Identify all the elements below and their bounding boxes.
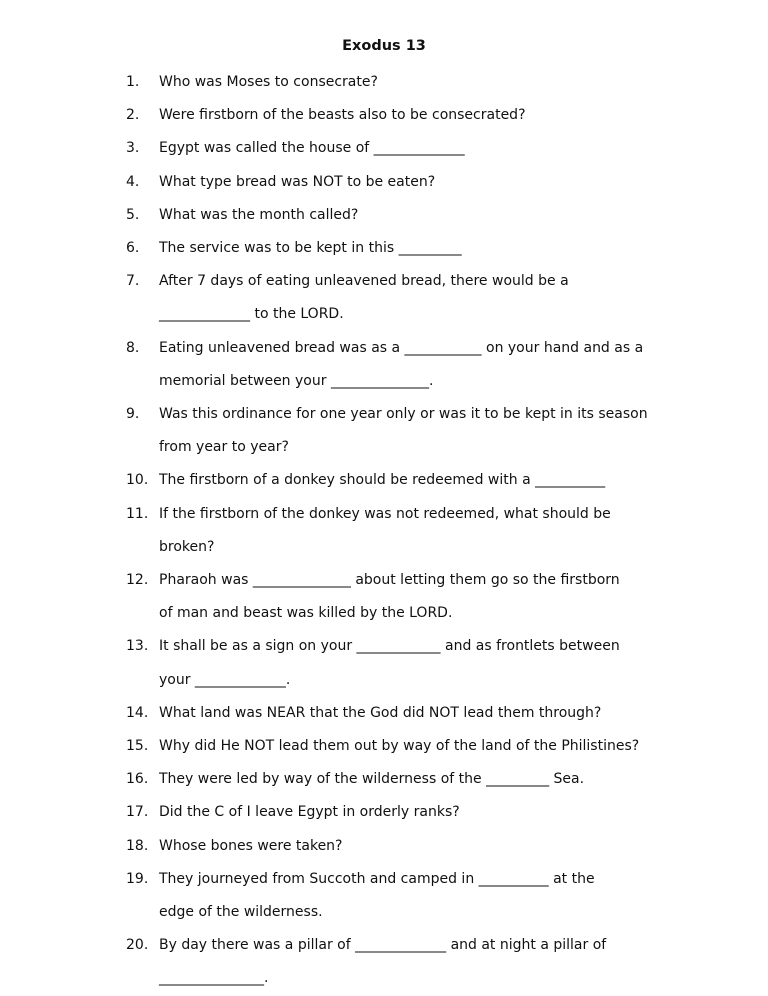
question-number: 2. [126,107,140,124]
question-text-line: Who was Moses to consecrate? [159,74,378,90]
question-text-line: _______________. [159,970,269,987]
question-number: 7. [126,273,140,290]
question-number: 16. [126,771,149,788]
question-number: 17. [126,804,149,821]
question-text-line: The firstborn of a donkey should be redeemed with a __________ [159,472,606,489]
question-text-line: They were led by way of the wilderness of the _________ Sea. [159,771,585,788]
question-item [126,564,666,630]
question-text-line: Why did He NOT lead them out by way of the land of the Philistines? [159,738,640,755]
question-number: 14. [126,704,149,721]
question-text-line: What was the month called? [159,206,359,223]
question-text-line: Was this ordinance for one year only or was it to be kept in its season [159,406,648,423]
question-item [126,730,666,763]
question-number: 19. [126,870,149,887]
question-text-line: What land was NEAR that the God did NOT lead them through? [159,704,602,721]
question-number: 9. [126,406,140,423]
question-item [126,464,666,497]
question-item [126,232,666,265]
question-item [126,796,666,829]
question-list [126,66,666,996]
question-text-line: The service was to be kept in this _________ [159,240,462,257]
question-text-line: Pharaoh was ______________ about letting them go so the firstborn [159,572,620,589]
question-text-line: Were firstborn of the beasts also to be consecrated? [159,107,526,124]
question-number: 4. [126,173,140,190]
question-number: 8. [126,339,140,356]
question-text-line: By day there was a pillar of _____________ and at night a pillar of [159,937,607,954]
question-text-line: They journeyed from Succoth and camped in __________ at the [159,870,595,887]
question-item [126,66,666,99]
question-item [126,166,666,199]
question-text-line: Egypt was called the house of _____________ [159,140,465,157]
question-number: 20. [126,937,149,954]
question-item [126,830,666,863]
question-text-line: Whose bones were taken? [159,837,343,854]
question-text-line: After 7 days of eating unleavened bread, there would be a [159,273,569,290]
question-item [126,332,666,398]
question-text-line: What type bread was NOT to be eaten? [159,173,436,190]
question-number: 12. [126,572,149,589]
question-item [126,763,666,796]
question-text-line: of man and beast was killed by the LORD. [159,605,453,622]
page-title: Exodus 13 [342,38,426,54]
question-item [126,697,666,730]
question-number: 1. [126,74,140,90]
question-text-line: If the firstborn of the donkey was not redeemed, what should be [159,505,611,522]
question-item [126,199,666,232]
question-text-line: broken? [159,538,215,555]
question-item [126,265,666,331]
question-item [126,99,666,132]
question-number: 13. [126,638,149,655]
question-number: 18. [126,837,149,854]
question-item [126,132,666,165]
question-item [126,863,666,929]
question-number: 6. [126,240,140,257]
question-text-line: edge of the wilderness. [159,904,323,921]
question-text-line: your _____________. [159,671,291,688]
question-number: 10. [126,472,149,489]
question-item [126,398,666,464]
question-item [126,929,666,995]
question-text-line: from year to year? [159,439,289,456]
question-text-line: It shall be as a sign on your ____________ and as frontlets between [159,638,620,655]
question-item [126,630,666,696]
question-number: 3. [126,140,140,157]
question-text-line: _____________ to the LORD. [159,306,344,323]
question-number: 5. [126,206,140,223]
question-item [126,498,666,564]
question-number: 11. [126,505,149,522]
question-number: 15. [126,738,149,755]
question-text-line: Did the C of I leave Egypt in orderly ranks? [159,804,460,821]
question-text-line: memorial between your ______________. [159,372,434,389]
question-text-line: Eating unleavened bread was as a ___________ on your hand and as a [159,339,644,356]
